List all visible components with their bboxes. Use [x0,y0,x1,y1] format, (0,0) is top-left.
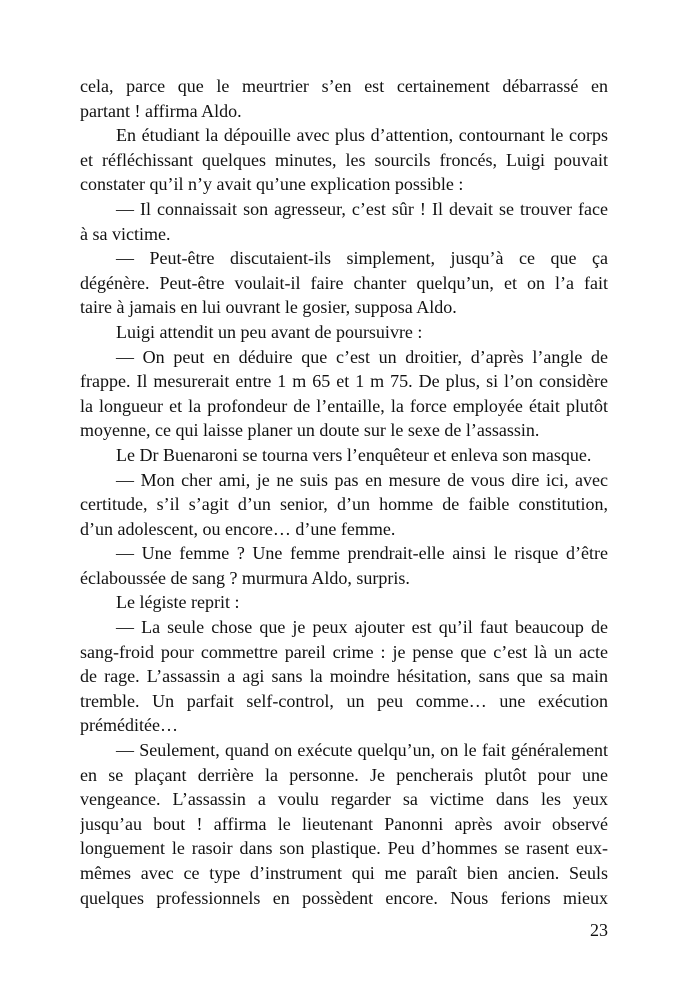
text-line: — Mon cher ami, je ne suis pas en mesure de vous dire ici, avec [116,469,608,490]
text-line: taire à jamais en lui ouvrant le gosier, supposa Aldo. [80,297,457,318]
text-line: de rage. L’assassin a agi sans la moindre hésitation, sans que sa main [80,666,608,687]
text-line: constater qu’il n’y avait qu’une explication possible : [80,174,464,195]
text-line: certitude, s’il s’agit d’un senior, d’un homme de faible constitution, [80,494,608,515]
text-line: frappe. Il mesurerait entre 1 m 65 et 1 m 75. De plus, si l’on considère [80,371,608,392]
text-line: — Il connaissait son agresseur, c’est sûr ! Il devait se trouver face [116,198,608,219]
text-line: — Seulement, quand on exécute quelqu’un, on le fait généralement [116,740,608,761]
text-line: en se plaçant derrière la personne. Je pencherais plutôt pour une [80,764,608,785]
text-line: et réfléchissant quelques minutes, les sourcils froncés, Luigi pouvait [80,149,608,170]
text-line: partant ! affirma Aldo. [80,100,242,121]
page-number: 23 [590,920,608,940]
text-line: éclaboussée de sang ? murmura Aldo, surpris. [80,567,410,588]
text-line: jusqu’au bout ! affirma le lieutenant Panonni après avoir observé [80,813,608,834]
text-line: Luigi attendit un peu avant de poursuivre : [116,321,423,342]
text-line: — Une femme ? Une femme prendrait-elle ainsi le risque d’être [116,543,608,564]
text-line: — On peut en déduire que c’est un droitier, d’après l’angle de [116,346,608,367]
book-page-text [80,74,608,910]
text-line: vengeance. L’assassin a voulu regarder sa victime dans les yeux [80,789,608,810]
text-line: préméditée… [80,715,178,736]
text-line: mêmes avec ce type d’instrument qui me paraît bien ancien. Seuls [80,863,608,883]
text-line: moyenne, ce qui laisse planer un doute sur le sexe de l’assassin. [80,420,540,441]
text-line: longuement le rasoir dans son plastique. Peu d’hommes se rasent eux- [80,838,608,859]
text-line: — Peut-être discutaient-ils simplement, jusqu’à ce que ça [116,248,608,269]
text-line: sang-froid pour commettre pareil crime : je pense que c’est là un acte [80,641,608,662]
text-line: d’un adolescent, ou encore… d’une femme. [80,518,396,539]
text-line: quelques professionnels en possèdent encore. Nous ferions mieux [80,887,608,908]
text-line: tremble. Un parfait self-control, un peu comme… une exécution [80,690,608,711]
text-line: la longueur et la profondeur de l’entaille, la force employée était plutôt [80,395,608,416]
text-line: — La seule chose que je peux ajouter est qu’il faut beaucoup de [116,617,608,638]
text-line: Le Dr Buenaroni se tourna vers l’enquêteur et enleva son masque. [116,444,592,465]
text-line: En étudiant la dépouille avec plus d’attention, contournant le corps [116,125,608,146]
text-line: Le légiste reprit : [116,592,240,613]
text-line: cela, parce que le meurtrier s’en est certainement débarrassé en [80,76,608,96]
text-line: à sa victime. [80,223,171,244]
text-line: dégénère. Peut-être voulait-il faire chanter quelqu’un, et on l’a fait [80,272,608,293]
